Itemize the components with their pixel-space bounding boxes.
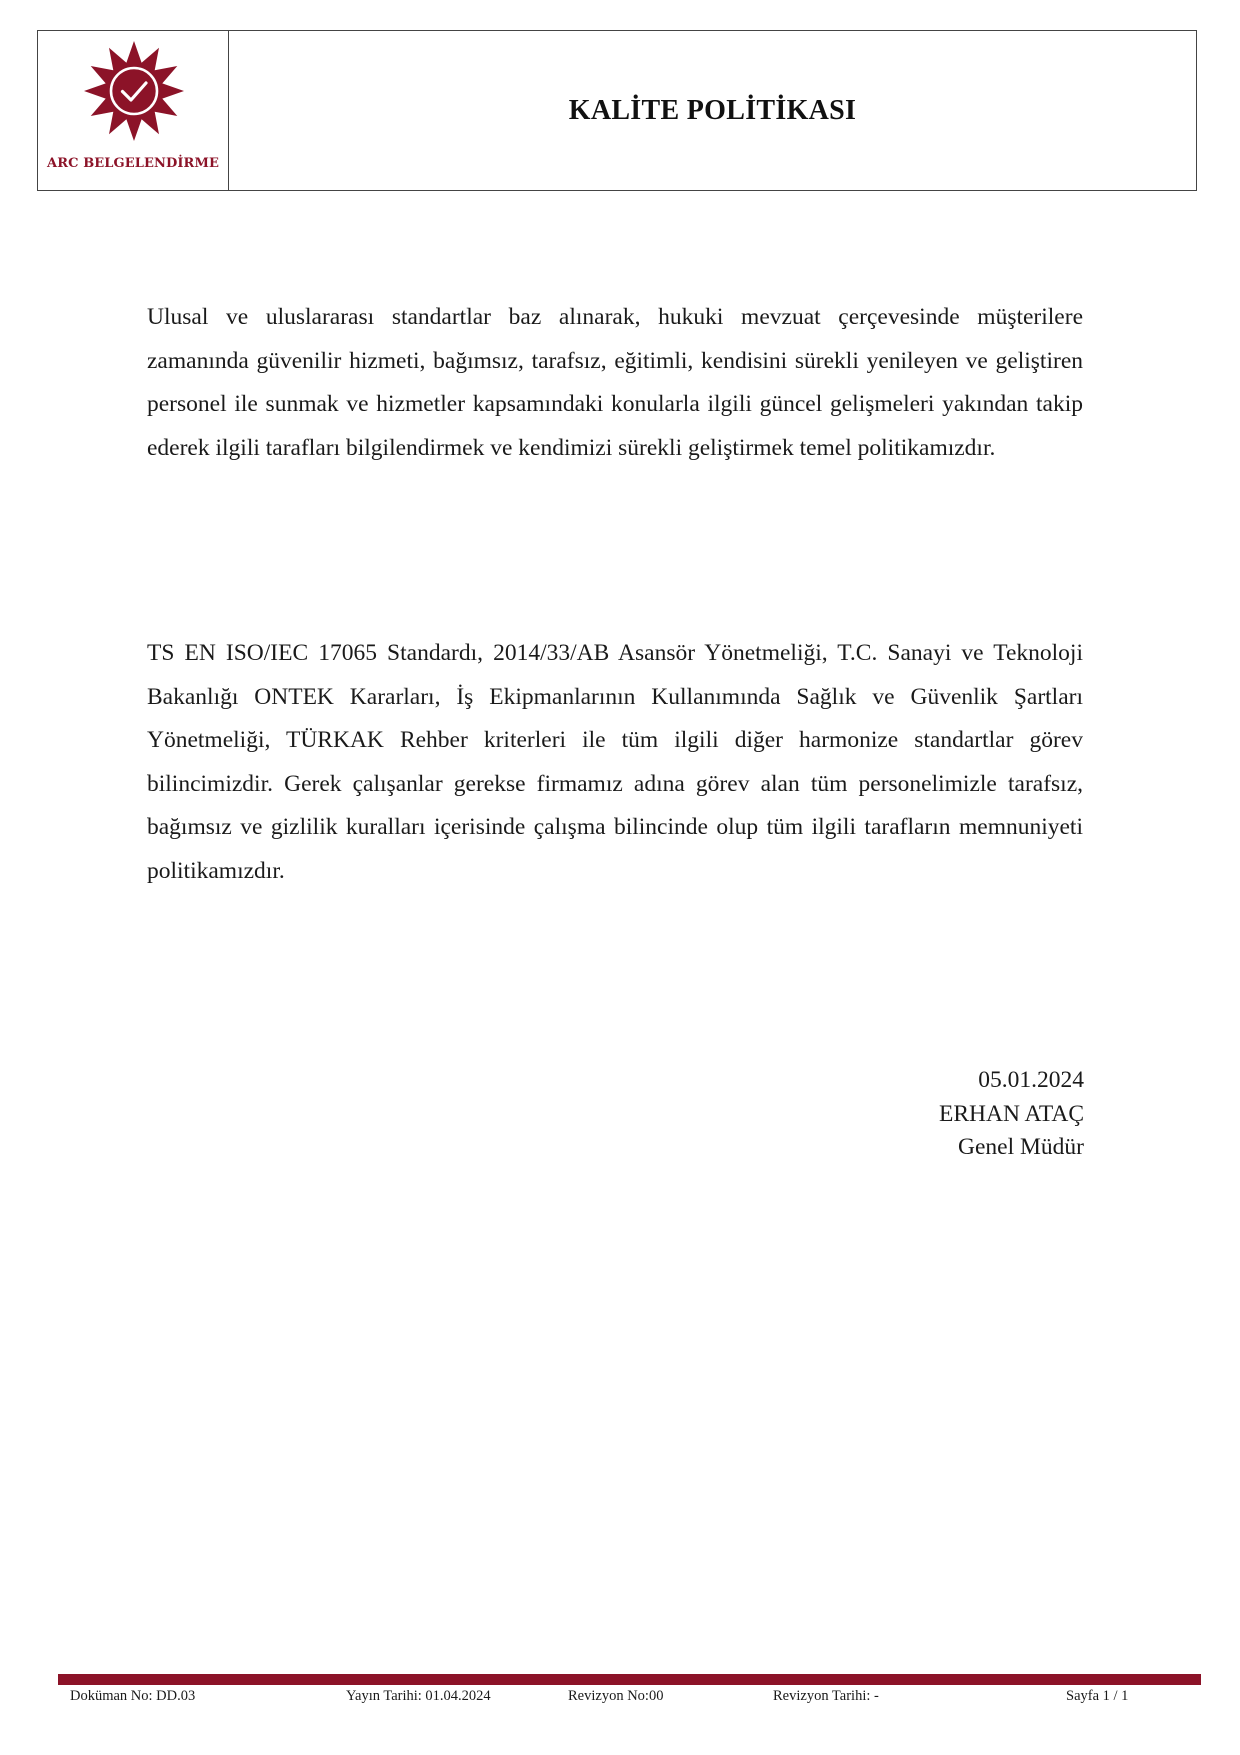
checkmark-seal-icon xyxy=(84,41,184,141)
seal-badge xyxy=(84,41,184,141)
signature-date: 05.01.2024 xyxy=(978,1067,1084,1093)
footer-revision-no: Revizyon No:00 xyxy=(568,1688,664,1704)
document-header xyxy=(37,30,1197,191)
title-cell xyxy=(229,31,1196,190)
signature-title: Genel Müdür xyxy=(958,1134,1084,1160)
signature-name: ERHAN ATAÇ xyxy=(938,1100,1084,1127)
footer-divider xyxy=(58,1674,1201,1685)
footer-revision-date: Revizyon Tarihi: - xyxy=(773,1688,879,1704)
logo-cell xyxy=(38,31,229,190)
document-footer xyxy=(70,1688,1200,1710)
policy-paragraph-2: TS EN ISO/IEC 17065 Standardı, 2014/33/AB Asansör Yönetmeliği, T.C. Sanayi ve Teknoloji Bakanlığı ONTEK Kararları, İş Ekipmanlarının Kullanımında Sağlık ve Güvenlik Şartları Yönetmeliği, TÜRKAK Rehber kriterleri ile tüm ilgili diğer harmonize standartlar görev bilincimizdir. Gerek çalışanlar gerekse firmamız adına görev alan tüm personelimizle tarafsız, bağımsız ve gizlilik kuralları içerisinde çalışma bilincinde olup tüm ilgili tarafların memnuniyeti politikamızdır. xyxy=(147,640,1083,884)
footer-document-no: Doküman No: DD.03 xyxy=(70,1688,196,1704)
page-title: KALİTE POLİTİKASI xyxy=(568,94,857,126)
footer-page-number: Sayfa 1 / 1 xyxy=(1066,1688,1129,1704)
logo-text: ARC BELGELENDİRME xyxy=(47,156,219,171)
signature-block xyxy=(939,1064,1084,1165)
footer-publish-date: Yayın Tarihi: 01.04.2024 xyxy=(346,1688,491,1704)
policy-paragraph-1: Ulusal ve uluslararası standartlar baz alınarak, hukuki mevzuat çerçevesinde müşterilere zamanında güvenilir hizmeti, bağımsız, tarafsız, eğitimli, kendisini sürekli yenileyen ve geliştiren personel ile sunmak ve hizmetler kapsamındaki konularla ilgili güncel gelişmeleri yakından takip ederek ilgili tarafları bilgilendirmek ve kendimizi sürekli geliştirmek temel politikamızdır. xyxy=(147,304,1083,461)
